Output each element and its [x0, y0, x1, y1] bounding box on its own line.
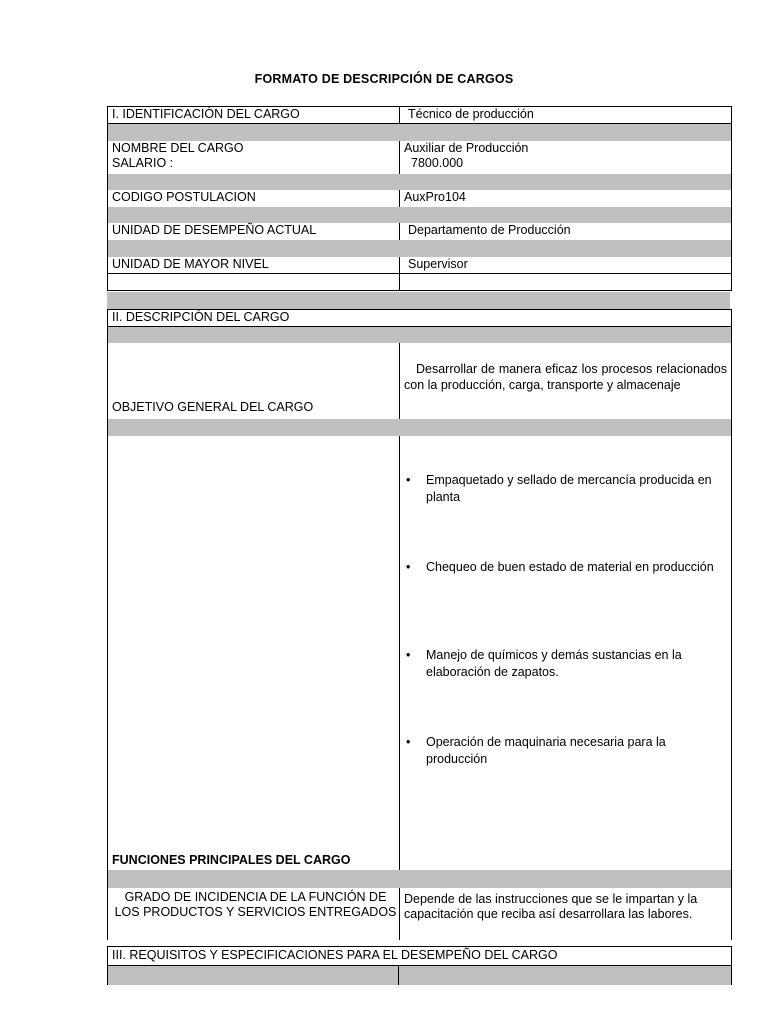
unidad-label: UNIDAD DE DESEMPEÑO ACTUAL: [108, 223, 400, 240]
grado-value: Depende de las instrucciones que se le impartan y la capacitación que reciba así desarrollara las labores.: [404, 892, 698, 921]
spacer-row: [108, 174, 731, 190]
identification-table: [107, 106, 732, 291]
spacer-row: [108, 207, 731, 223]
bullet-icon: •: [406, 735, 411, 749]
identification-header-label: I. IDENTIFICACIÓN DEL CARGO: [108, 107, 400, 123]
salario-value: 7800.000: [411, 156, 464, 170]
mayor-label: UNIDAD DE MAYOR NIVEL: [108, 257, 400, 273]
identification-header-row: [108, 107, 731, 124]
spacer-row: [108, 240, 731, 257]
objetivo-label: OBJETIVO GENERAL DEL CARGO: [112, 400, 314, 414]
grado-label: GRADO DE INCIDENCIA DE LA FUNCIÓN DE LOS PRODUCTOS Y SERVICIOS ENTREGADOS: [108, 888, 400, 940]
description-header: II. DESCRIPCIÓN DEL CARGO: [112, 310, 290, 324]
funcion-text: Manejo de químicos y demás sustancias en la elaboración de zapatos.: [426, 648, 682, 679]
bullet-icon: •: [406, 473, 411, 487]
funcion-text: Chequeo de buen estado de material en producción: [426, 560, 714, 574]
requirements-table: [107, 946, 732, 985]
funcion-text: Empaquetado y sellado de mercancía producida en planta: [426, 473, 712, 504]
funciones-row: [108, 436, 731, 870]
document-title: FORMATO DE DESCRIPCIÓN DE CARGOS: [254, 72, 514, 86]
empty-cell: [400, 274, 731, 290]
column-divider: [398, 966, 399, 985]
list-item: [406, 472, 725, 506]
description-table: [107, 309, 732, 940]
description-header-row: [108, 310, 731, 327]
empty-cell: [108, 274, 400, 290]
nombre-label: NOMBRE DEL CARGO: [112, 141, 244, 155]
unidad-row: [108, 223, 731, 240]
spacer-row: [108, 327, 731, 343]
requirements-header: III. REQUISITOS Y ESPECIFICACIONES PARA EL DESEMPEÑO DEL CARGO: [112, 948, 558, 962]
funciones-label-cell: [108, 436, 400, 870]
funcion-text: Operación de maquinaria necesaria para la producción: [426, 735, 666, 766]
nombre-salario-values: [400, 141, 731, 174]
funciones-label: FUNCIONES PRINCIPALES DEL CARGO: [112, 853, 351, 867]
salario-label: SALARIO :: [112, 156, 174, 170]
unidad-value: Departamento de Producción: [408, 223, 571, 237]
requirements-header-row: [108, 947, 731, 966]
list-item: [406, 559, 725, 576]
objetivo-label-cell: [108, 343, 400, 419]
section-separator: [107, 292, 730, 309]
objetivo-value: Desarrollar de manera eficaz los procesos relacionados con la producción, carga, transporte y almacenaje: [404, 362, 727, 392]
list-item: [406, 734, 725, 768]
spacer-row: [108, 124, 731, 141]
codigo-label: CODIGO POSTULACION: [108, 190, 400, 207]
empty-row: [108, 274, 731, 291]
spacer-row: [108, 419, 731, 436]
codigo-row: [108, 190, 731, 207]
spacer-row: [108, 870, 731, 888]
nombre-salario-labels: [108, 141, 400, 174]
grado-row: [108, 888, 731, 940]
objetivo-row: [108, 343, 731, 419]
identification-header-value: Técnico de producción: [408, 107, 534, 121]
mayor-row: [108, 257, 731, 274]
bullet-icon: •: [406, 648, 411, 662]
mayor-value: Supervisor: [408, 257, 468, 271]
spacer-row: [108, 966, 731, 985]
nombre-value: Auxiliar de Producción: [404, 141, 529, 155]
codigo-value: AuxPro104: [404, 190, 466, 204]
funciones-list: [400, 436, 731, 870]
bullet-icon: •: [406, 560, 411, 574]
list-item: [406, 647, 725, 681]
nombre-salario-row: [108, 141, 731, 174]
